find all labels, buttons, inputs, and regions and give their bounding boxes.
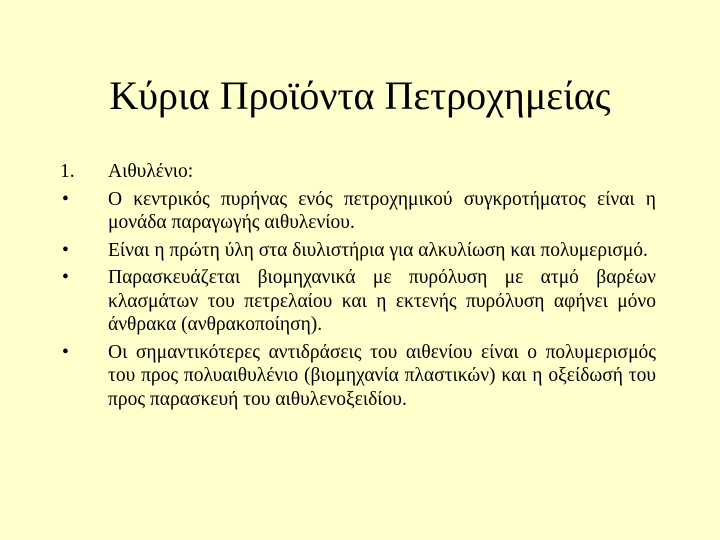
- list-item-text: Παρασκευάζεται βιομηχανικά με πυρόλυση με ατμό βαρέων κλασμάτων του πετρελαίου και η εκτενής πυρόλυση αφήνει μόνο άνθρακα (ανθρακοποίηση).: [108, 267, 656, 335]
- list-item: [60, 188, 656, 235]
- list-item-text: Οι σημαντικότερες αντιδράσεις του αιθενίου είναι ο πολυμερισμός του προς πολυαιθυλένιο (βιομηχανία πλαστικών) και η οξείδωσή του προς παρασκευή του αιθυλενοξειδίου.: [108, 341, 656, 410]
- bullet-icon: •: [62, 239, 69, 261]
- list-item-heading: [60, 160, 656, 184]
- bullet-icon: •: [62, 267, 69, 288]
- list-number: 1.: [60, 161, 75, 182]
- list-item: [60, 239, 656, 263]
- list-item-text: Ο κεντρικός πυρήνας ενός πετροχημικού συγκροτήματος είναι η μονάδα παραγωγής αιθυλενίου.: [108, 188, 656, 233]
- bullet-icon: •: [62, 341, 69, 363]
- bullet-icon: •: [62, 188, 69, 210]
- list-item-text: Είναι η πρώτη ύλη στα διυλιστήρια για αλκυλίωση και πολυμερισμό.: [108, 239, 648, 261]
- slide-title: Κύρια Προϊόντα Πετροχημείας: [109, 73, 611, 118]
- slide-body: [60, 160, 656, 415]
- list-item-text: Αιθυλένιο:: [108, 161, 194, 182]
- list-item: [60, 341, 656, 412]
- list-item: [60, 266, 656, 337]
